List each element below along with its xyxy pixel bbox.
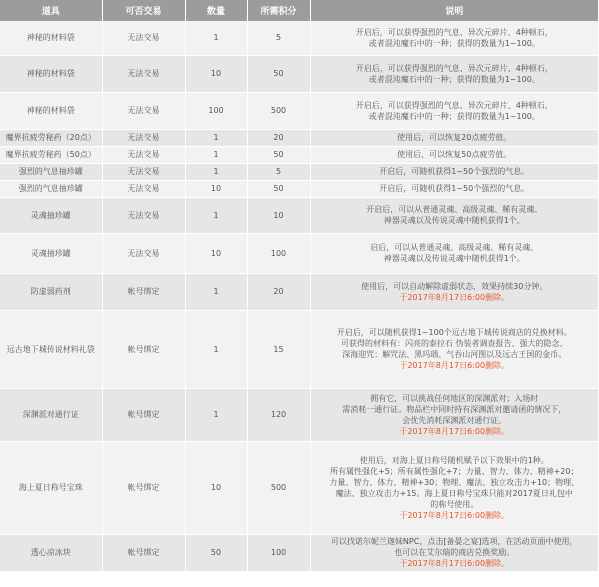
tradeable-cell: 无法交易 xyxy=(102,129,185,146)
table-row xyxy=(0,273,599,310)
description-line: 可获得的材料有：闪亮的泰拉石 伪装者调查报告、强大的隐念、 xyxy=(340,339,568,348)
table-row xyxy=(0,534,599,571)
item-name-cell: 神秘的材料袋 xyxy=(0,92,102,129)
points-cell: 500 xyxy=(247,441,310,534)
table-row xyxy=(0,388,599,441)
description-line: 魔法、独立攻击力+15。海上夏日称号宝珠只能对2017夏日礼包中 xyxy=(335,488,573,498)
description-cell xyxy=(310,92,599,129)
description-cell xyxy=(310,310,599,388)
quantity-cell: 10 xyxy=(185,180,247,197)
item-name-cell: 海上夏日称号宝珠 xyxy=(0,441,102,534)
points-cell: 20 xyxy=(247,273,310,310)
description-line: 使用后，可以自动解除虚弱状态，效果持续30分钟。 xyxy=(361,281,548,291)
description-line: 使用后，可以恢复20点疲劳值。 xyxy=(397,133,512,142)
tradeable-cell: 帐号绑定 xyxy=(102,441,185,534)
item-name-cell: 魔界抗疲劳秘药（50点） xyxy=(0,146,102,163)
description-line: 开启后，可随机获得1~50个强烈的气息。 xyxy=(379,167,530,176)
description-line: 力量、智力、体力、精神+30；物理、魔法、独立攻击力+10；物理、 xyxy=(329,477,580,487)
tradeable-cell: 无法交易 xyxy=(102,146,185,163)
description-line: 开启后，可以随机获得1~100个远古地下城传说商店的兑换材料。 xyxy=(336,328,572,337)
header-description: 说明 xyxy=(310,0,599,21)
description-line: 拥有它，可以挑战任何地区的深渊派对；入场时 xyxy=(370,393,539,403)
quantity-cell: 1 xyxy=(185,21,247,55)
table-row xyxy=(0,21,599,55)
points-cell: 120 xyxy=(247,388,310,441)
points-cell: 50 xyxy=(247,180,310,197)
description-cell xyxy=(310,388,599,441)
description-cell xyxy=(310,180,599,197)
table-row xyxy=(0,197,599,233)
item-name-cell: 透心凉冰块 xyxy=(0,534,102,571)
header-points: 所需积分 xyxy=(247,0,310,21)
table-row xyxy=(0,146,599,163)
table-row xyxy=(0,310,599,388)
table-row xyxy=(0,180,599,197)
item-name-cell: 神秘的材料袋 xyxy=(0,21,102,55)
table-row xyxy=(0,55,599,92)
removal-notice: 于2017年8月17日6:00删除。 xyxy=(399,510,510,520)
removal-notice: 于2017年8月17日6:00删除。 xyxy=(399,361,510,370)
description-line: 需消耗一通行证。物品栏中同时持有深渊派对邀请函的情况下， xyxy=(342,404,567,414)
table-row xyxy=(0,441,599,534)
description-cell xyxy=(310,534,599,571)
points-cell: 20 xyxy=(247,129,310,146)
item-name-cell: 灵魂抽珍罐 xyxy=(0,197,102,233)
quantity-cell: 10 xyxy=(185,233,247,273)
table-header-row xyxy=(0,0,599,21)
tradeable-cell: 无法交易 xyxy=(102,197,185,233)
description-line: 所有属性强化+5；所有属性强化+7；力量、智力、体力、精神+20； xyxy=(330,466,579,476)
item-name-cell: 强烈的气息抽珍罐 xyxy=(0,163,102,180)
description-line: 可以找诺尔妮兰迦妹NPC，点击[备晏之宴]选项，在活动页面中使用， xyxy=(330,537,578,546)
description-line: 的称号使用。 xyxy=(430,499,479,509)
tradeable-cell: 帐号绑定 xyxy=(102,310,185,388)
table-row xyxy=(0,129,599,146)
header-quantity: 数量 xyxy=(185,0,247,21)
points-cell: 5 xyxy=(247,163,310,180)
table-row xyxy=(0,92,599,129)
item-name-cell: 防虚弱药剂 xyxy=(0,273,102,310)
quantity-cell: 50 xyxy=(185,534,247,571)
tradeable-cell: 帐号绑定 xyxy=(102,534,185,571)
tradeable-cell: 无法交易 xyxy=(102,163,185,180)
table-row xyxy=(0,233,599,273)
description-cell xyxy=(310,197,599,233)
description-line: 启后，可以从普通灵魂、高级灵魂、稀有灵魂、 xyxy=(370,243,539,252)
quantity-cell: 1 xyxy=(185,273,247,310)
points-cell: 5 xyxy=(247,21,310,55)
points-cell: 10 xyxy=(247,197,310,233)
points-cell: 100 xyxy=(247,233,310,273)
tradeable-cell: 无法交易 xyxy=(102,92,185,129)
description-cell xyxy=(310,441,599,534)
points-cell: 50 xyxy=(247,146,310,163)
removal-notice: 于2017年8月17日6:00删除。 xyxy=(399,292,510,302)
description-cell xyxy=(310,233,599,273)
tradeable-cell: 无法交易 xyxy=(102,21,185,55)
header-tradeable: 可否交易 xyxy=(102,0,185,21)
description-cell xyxy=(310,163,599,180)
quantity-cell: 1 xyxy=(185,129,247,146)
description-line: 神器灵魂以及传说灵魂中随机获得1个。 xyxy=(383,254,525,263)
description-cell xyxy=(310,129,599,146)
item-name-cell: 深渊派对通行证 xyxy=(0,388,102,441)
description-line: 开启后，可以从普通灵魂、高级灵魂、稀有灵魂、 xyxy=(366,205,543,214)
description-line: 会优先消耗深渊派对通行证。 xyxy=(402,415,507,425)
item-name-cell: 远古地下城传说材料礼袋 xyxy=(0,310,102,388)
removal-notice: 于2017年8月17日6:00删除。 xyxy=(399,559,510,568)
tradeable-cell: 无法交易 xyxy=(102,180,185,197)
item-name-cell: 魔界抗疲劳秘药（20点） xyxy=(0,129,102,146)
item-name-cell: 神秘的材料袋 xyxy=(0,55,102,92)
description-cell xyxy=(310,21,599,55)
item-name-cell: 强烈的气息抽珍罐 xyxy=(0,180,102,197)
description-line: 使用后，对海上夏日称号随机赋予以下效果中的1种。 xyxy=(359,455,549,465)
quantity-cell: 1 xyxy=(185,310,247,388)
description-line: 开启后，可以获得强烈的气息、异次元碎片、4种顿石， xyxy=(355,63,553,73)
description-line: 开启后，可以获得强烈的气息、异次元碎片、4种顿石， xyxy=(355,100,553,110)
description-line: 开启后，可随机获得1~50个强烈的气息。 xyxy=(379,184,530,193)
removal-notice: 于2017年8月17日6:00删除。 xyxy=(399,426,510,436)
table-body xyxy=(0,21,599,571)
description-line: 深海迎咒：解咒法、黑玛瑙、气吞山河图以及远古王国的金币。 xyxy=(342,350,567,359)
quantity-cell: 10 xyxy=(185,55,247,92)
table-row xyxy=(0,163,599,180)
description-line: 神器灵魂以及传说灵魂中随机获得1个。 xyxy=(383,216,525,225)
points-cell: 15 xyxy=(247,310,310,388)
quantity-cell: 1 xyxy=(185,388,247,441)
quantity-cell: 1 xyxy=(185,163,247,180)
points-cell: 100 xyxy=(247,534,310,571)
tradeable-cell: 无法交易 xyxy=(102,233,185,273)
description-cell xyxy=(310,55,599,92)
description-line: 或者混沌魔石中的一种；获得的数量为1~100。 xyxy=(368,38,540,48)
quantity-cell: 100 xyxy=(185,92,247,129)
quantity-cell: 1 xyxy=(185,197,247,233)
description-line: 也可以在艾尔瑞的商店兑换奖励。 xyxy=(394,548,515,557)
quantity-cell: 1 xyxy=(185,146,247,163)
description-line: 或者混沌魔石中的一种；获得的数量为1~100。 xyxy=(368,74,540,84)
description-line: 使用后，可以恢复50点疲劳值。 xyxy=(397,150,512,159)
tradeable-cell: 帐号绑定 xyxy=(102,388,185,441)
description-line: 或者混沌魔石中的一种；获得的数量为1~100。 xyxy=(368,111,540,121)
item-name-cell: 灵魂抽珍罐 xyxy=(0,233,102,273)
points-cell: 50 xyxy=(247,55,310,92)
description-cell xyxy=(310,146,599,163)
description-line: 开启后，可以获得强烈的气息、异次元碎片、4种顿石， xyxy=(355,27,553,37)
description-cell xyxy=(310,273,599,310)
tradeable-cell: 无法交易 xyxy=(102,55,185,92)
quantity-cell: 10 xyxy=(185,441,247,534)
tradeable-cell: 帐号绑定 xyxy=(102,273,185,310)
header-item: 道具 xyxy=(0,0,102,21)
points-cell: 500 xyxy=(247,92,310,129)
